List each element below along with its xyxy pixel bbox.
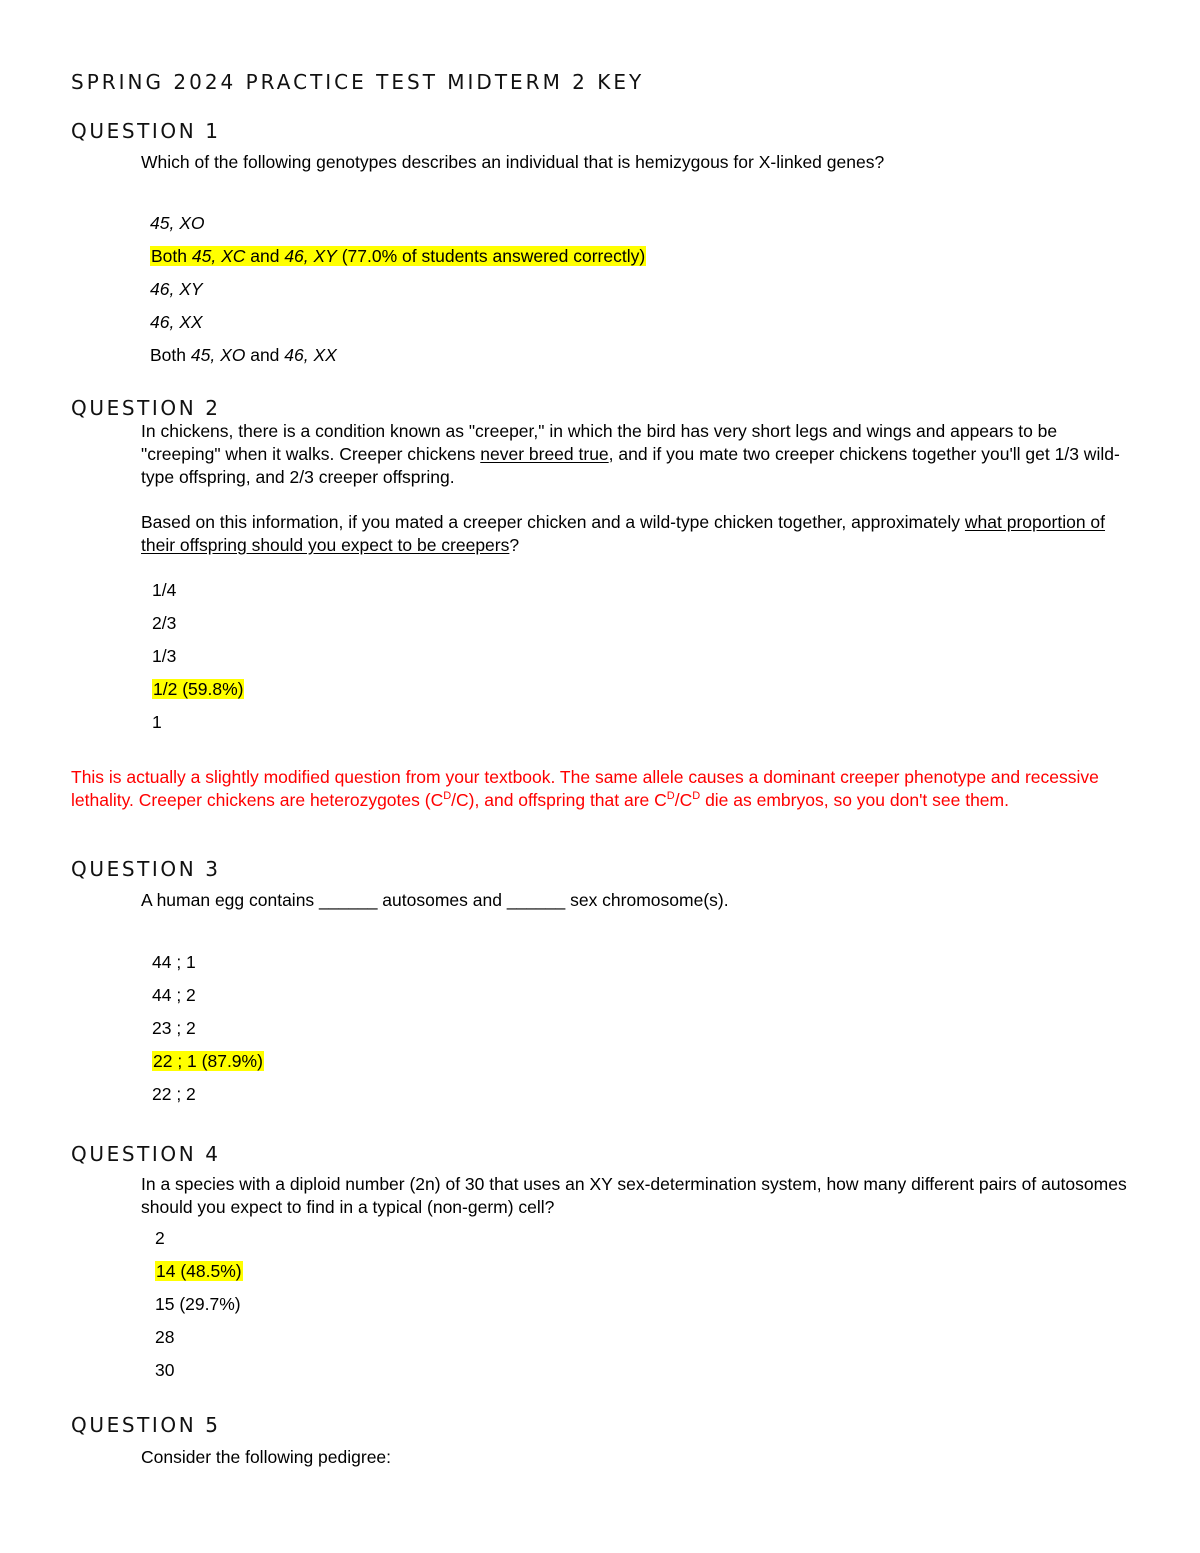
question-2-option-2: 2/3 <box>152 613 177 633</box>
question-2-options <box>152 580 244 745</box>
question-3-option-3: 23 ; 2 <box>152 1018 196 1038</box>
question-1-option-1: 45, XO <box>150 213 205 233</box>
page-title: SPRING 2024 PRACTICE TEST MIDTERM 2 KEY <box>71 70 645 94</box>
question-3-option-2: 44 ; 2 <box>152 985 196 1005</box>
question-2-paragraph-1: In chickens, there is a condition known as "creeper," in which the bird has very short legs and wings and appears to be "creeping" when it walks. Creeper chickens never breed true, and if you mate two creeper chickens together you'll get 1/3 wild-type offspring, and 2/3 creeper offspring. <box>141 421 1120 487</box>
question-4-option-1: 2 <box>155 1228 165 1248</box>
question-1-option-5: Both 45, XO and 46, XX <box>150 345 337 365</box>
question-4-option-2-correct: 14 (48.5%) <box>156 1261 242 1281</box>
question-4-heading: QUESTION 4 <box>71 1142 221 1166</box>
question-2-explanation: This is actually a slightly modified question from your textbook. The same allele causes a dominant creeper phenotype and recessive lethality. Creeper chickens are heterozygotes $(C^D/C)$, and offspring that are $C^D/C^D$ die as embryos, so you don't see them. <box>71 767 1099 810</box>
question-5-heading: QUESTION 5 <box>71 1413 221 1437</box>
question-2-option-1: 1/4 <box>152 580 177 600</box>
question-4-prompt: In a species with a diploid number (2n) of 30 that uses an XY sex-determination system, how many different pairs of autosomes should you expect to find in a typical (non-germ) cell? <box>141 1174 1127 1217</box>
question-1-heading: QUESTION 1 <box>71 119 221 143</box>
question-3-option-4-correct: 22 ; 1 (87.9%) <box>153 1051 263 1071</box>
question-5-prompt: Consider the following pedigree: <box>141 1447 392 1467</box>
question-2-option-4-correct: 1/2 (59.8%) <box>153 679 244 699</box>
question-1-prompt: Which of the following genotypes describes an individual that is hemizygous for X-linked genes? <box>141 152 885 172</box>
question-3-option-1: 44 ; 1 <box>152 952 196 972</box>
question-3-heading: QUESTION 3 <box>71 857 221 881</box>
question-4-options <box>155 1228 243 1393</box>
question-3-prompt: A human egg contains ______ autosomes and ______ sex chromosome(s). <box>141 890 729 910</box>
question-3-option-5: 22 ; 2 <box>152 1084 196 1104</box>
question-2-option-3: 1/3 <box>152 646 177 666</box>
question-1-options <box>150 213 646 378</box>
question-4-option-3: 15 (29.7%) <box>155 1294 241 1314</box>
question-1-option-3: 46, XY <box>150 279 203 299</box>
question-3-options <box>152 952 264 1117</box>
question-1-option-4: 46, XX <box>150 312 203 332</box>
question-2-paragraph-2: Based on this information, if you mated a creeper chicken and a wild-type chicken together, approximately what proportion of their offspring should you expect to be creepers? <box>141 512 1106 555</box>
question-2-option-5: 1 <box>152 712 162 732</box>
question-2-heading: QUESTION 2 <box>71 396 221 420</box>
question-4-option-4: 28 <box>155 1327 175 1347</box>
question-4-option-5: 30 <box>155 1360 175 1380</box>
question-1-option-2-correct: Both 45, XC and 46, XY (77.0% of students answered correctly) <box>151 246 646 266</box>
